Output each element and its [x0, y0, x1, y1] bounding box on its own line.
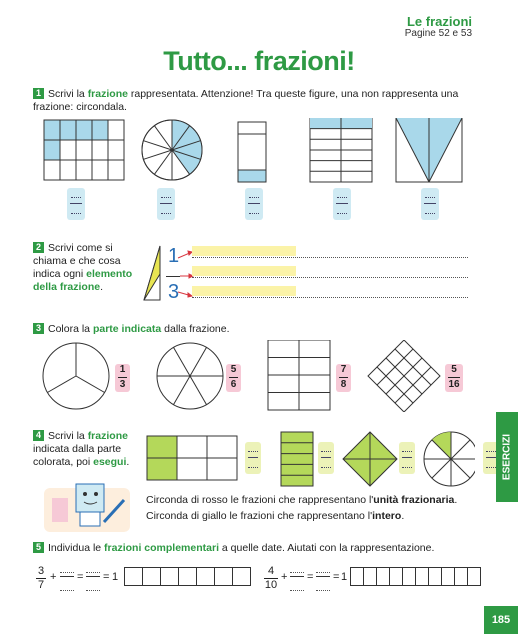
exercise-3-instructions: 3 Colora la parte indicata dalla frazione.: [33, 323, 473, 336]
equals-sign: =: [307, 571, 314, 583]
fraction-label: 5 16: [445, 364, 463, 392]
fraction-label: 5 6: [226, 364, 241, 392]
bar-model-10[interactable]: [350, 567, 481, 586]
unequal-rectangle-figure: [238, 122, 266, 182]
circle-thirds: [43, 343, 109, 409]
rhombus-sixteenths: [368, 340, 440, 412]
instruction-yellow: Circonda di giallo le frazioni che rappresentano l'intero.: [146, 510, 405, 522]
exercise-number: 3: [33, 323, 44, 334]
rectangle-eighths: [268, 340, 330, 410]
grid-2x3-figure: [147, 436, 237, 480]
rhombus-quarters-figure: [343, 432, 397, 486]
answer-line[interactable]: [192, 277, 468, 278]
exercise-number: 5: [33, 542, 44, 553]
exercise-1-instructions: 1 Scrivi la frazione rappresentata. Attenzione! Tra queste figure, una non rappresenta una frazione: circondala.: [33, 88, 459, 113]
answer-box[interactable]: [67, 188, 85, 220]
exercise-3-figures: [40, 340, 460, 412]
fraction-bar: [290, 576, 304, 577]
plus-sign: +: [50, 571, 57, 583]
equation-result: 1: [112, 571, 119, 583]
answer-box[interactable]: [333, 188, 351, 220]
triangle-figure: [142, 244, 164, 302]
fraction-bar: [316, 576, 330, 577]
side-tab: ESERCIZI: [496, 412, 518, 502]
page-reference: Pagine 52 e 53: [404, 28, 472, 39]
answer-line[interactable]: [192, 257, 468, 258]
bar-model-7[interactable]: [124, 567, 251, 586]
answer-field[interactable]: [192, 286, 296, 296]
given-fraction: 4 10: [264, 565, 278, 591]
answer-box[interactable]: [399, 442, 415, 474]
equals-sign: =: [77, 571, 84, 583]
fraction-label: 1 3: [115, 364, 130, 392]
denominator-blank[interactable]: [86, 590, 100, 591]
page-title: Tutto... frazioni!: [163, 46, 355, 76]
section-title: Le frazioni: [406, 14, 472, 29]
exercise-4-figures: [145, 430, 475, 488]
exercise-5-instructions: 5 Individua le frazioni complementari a quelle date. Aiutati con la rappresentazione.: [33, 542, 473, 555]
answer-field[interactable]: [192, 246, 296, 256]
equals-sign: =: [333, 571, 340, 583]
exercise-2-instructions: 2 Scrivi come si chiama e che cosa indica ogni elemento della frazione.: [33, 242, 133, 293]
equation-result: 1: [341, 571, 348, 583]
fraction-label: 7 8: [336, 364, 351, 392]
given-fraction: 3 7: [37, 565, 45, 591]
circle-eighths-figure: [424, 432, 475, 486]
denominator-blank[interactable]: [316, 590, 330, 591]
exercise-number: 1: [33, 88, 44, 99]
child-illustration: [42, 478, 134, 534]
triangles-figure: [396, 118, 462, 182]
fraction-denominator: 3: [168, 281, 180, 303]
exercise-number: 2: [33, 242, 44, 253]
circle-sixths: [157, 343, 223, 409]
answer-box[interactable]: [421, 188, 439, 220]
answer-field[interactable]: [192, 266, 296, 276]
fraction-bar: [86, 576, 100, 577]
denominator-blank[interactable]: [290, 590, 304, 591]
numerator-blank[interactable]: [290, 572, 304, 573]
exercise-4-instructions: 4 Scrivi la frazione indicata dalla parte colorata, poi esegui.: [33, 430, 130, 468]
answer-box[interactable]: [245, 442, 261, 474]
plus-sign: +: [281, 571, 288, 583]
stripes-figure: [281, 432, 313, 486]
rows-figure: [310, 118, 372, 182]
answer-box[interactable]: [245, 188, 263, 220]
exercise-number: 4: [33, 430, 44, 441]
instruction-red: Circonda di rosso le frazioni che rappresentano l'unità frazionaria.: [146, 494, 458, 506]
exercise-1-figures: [40, 118, 480, 188]
page-number: 185: [484, 606, 518, 634]
equals-sign: =: [103, 571, 110, 583]
answer-box[interactable]: [157, 188, 175, 220]
answer-line[interactable]: [192, 297, 468, 298]
denominator-blank[interactable]: [60, 590, 74, 591]
fraction-bar: [60, 576, 74, 577]
answer-box[interactable]: [318, 442, 334, 474]
grid-figure: [44, 120, 124, 180]
numerator-blank[interactable]: [86, 572, 100, 573]
numerator-blank[interactable]: [60, 572, 74, 573]
numerator-blank[interactable]: [316, 572, 330, 573]
circle-figure: [142, 120, 202, 180]
fraction-numerator: 1: [168, 245, 180, 267]
